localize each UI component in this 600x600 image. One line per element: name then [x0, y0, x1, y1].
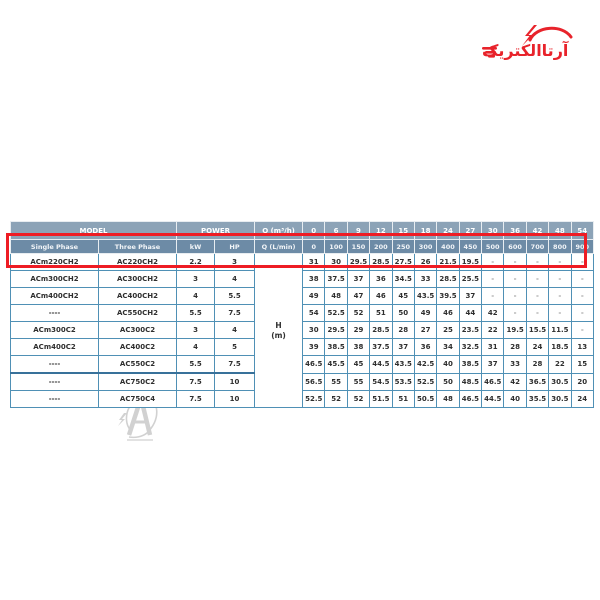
h-value-cell: 28	[526, 356, 548, 374]
kw-cell: 3	[177, 271, 215, 288]
header-flow-m3h: 54	[571, 222, 593, 240]
header-flow-m3h: 36	[504, 222, 526, 240]
hp-cell: 10	[215, 373, 255, 391]
h-value-cell: -	[482, 254, 504, 271]
h-value-cell: 46.5	[303, 356, 325, 374]
table-row	[11, 339, 594, 356]
h-value-cell: 42	[482, 305, 504, 322]
header-flow-m3h: 30	[482, 222, 504, 240]
h-value-cell: 55	[347, 373, 369, 391]
h-value-cell: 37.5	[325, 271, 347, 288]
model-three-phase-cell: AC300CH2	[99, 271, 177, 288]
h-value-cell: 23.5	[459, 322, 481, 339]
header-hp: HP	[215, 240, 255, 254]
h-value-cell: 44	[459, 305, 481, 322]
h-value-cell: 38.5	[325, 339, 347, 356]
h-value-cell: 51.5	[370, 391, 392, 408]
header-row-main	[11, 222, 594, 240]
h-value-cell: 49	[414, 305, 436, 322]
h-value-cell: -	[549, 288, 571, 305]
h-value-cell: 38	[303, 271, 325, 288]
h-value-cell: 28.5	[437, 271, 459, 288]
h-value-cell: 15	[571, 356, 593, 374]
h-value-cell: 56.5	[303, 373, 325, 391]
h-value-cell: -	[526, 271, 548, 288]
kw-cell: 5.5	[177, 356, 215, 374]
model-three-phase-cell: AC750C4	[99, 391, 177, 408]
h-value-cell: -	[482, 271, 504, 288]
h-value-cell: 30	[303, 322, 325, 339]
h-value-cell: -	[526, 288, 548, 305]
h-value-cell: 30	[325, 254, 347, 271]
header-flow-lmin: 100	[325, 240, 347, 254]
h-value-cell: 28	[392, 322, 414, 339]
h-value-cell: 33	[504, 356, 526, 374]
h-value-cell: 39	[303, 339, 325, 356]
model-three-phase-cell: AC400CH2	[99, 288, 177, 305]
h-value-cell: 42.5	[414, 356, 436, 374]
h-value-cell: 42	[504, 373, 526, 391]
header-model: MODEL	[11, 222, 177, 240]
h-value-cell: 31	[303, 254, 325, 271]
h-value-cell: -	[526, 305, 548, 322]
h-value-cell: 44.5	[482, 391, 504, 408]
h-value-cell: 45.5	[325, 356, 347, 374]
kw-cell: 7.5	[177, 391, 215, 408]
model-single-phase-cell: ----	[11, 356, 99, 374]
h-value-cell: -	[504, 288, 526, 305]
h-value-cell: 45	[392, 288, 414, 305]
h-value-cell: 15.5	[526, 322, 548, 339]
header-flow-lmin: 250	[392, 240, 414, 254]
hp-cell: 3	[215, 254, 255, 271]
h-value-cell: 39.5	[437, 288, 459, 305]
h-value-cell: 55	[325, 373, 347, 391]
h-value-cell: 44.5	[370, 356, 392, 374]
table-row	[11, 391, 594, 408]
h-value-cell: 28.5	[370, 322, 392, 339]
h-value-cell: 32.5	[459, 339, 481, 356]
h-value-cell: 40	[437, 356, 459, 374]
h-value-cell: 45	[347, 356, 369, 374]
hp-cell: 4	[215, 322, 255, 339]
model-three-phase-cell: AC550CH2	[99, 305, 177, 322]
header-flow-lmin: 900	[571, 240, 593, 254]
h-value-cell: 34.5	[392, 271, 414, 288]
h-value-cell: 36.5	[526, 373, 548, 391]
h-value-cell: 46.5	[459, 391, 481, 408]
h-value-cell: 30.5	[549, 373, 571, 391]
h-value-cell: -	[526, 254, 548, 271]
header-flow-m3h: 18	[414, 222, 436, 240]
model-single-phase-cell: ACm400CH2	[11, 288, 99, 305]
h-value-cell: 34	[437, 339, 459, 356]
h-value-cell: 33	[414, 271, 436, 288]
h-value-cell: 52	[325, 391, 347, 408]
table-row	[11, 288, 594, 305]
h-value-cell: 35.5	[526, 391, 548, 408]
model-three-phase-cell: AC550C2	[99, 356, 177, 374]
h-value-cell: -	[571, 288, 593, 305]
h-value-cell: -	[504, 305, 526, 322]
model-three-phase-cell: AC750C2	[99, 373, 177, 391]
model-single-phase-cell: ACm300C2	[11, 322, 99, 339]
brand-name: آرتاالکتریک	[482, 41, 569, 60]
kw-cell: 4	[177, 339, 215, 356]
header-flow-m3h: 48	[549, 222, 571, 240]
h-value-cell: 53.5	[392, 373, 414, 391]
h-value-cell: 38	[347, 339, 369, 356]
h-value-cell: 13	[571, 339, 593, 356]
h-value-cell: 22	[549, 356, 571, 374]
header-flow-lmin: 600	[504, 240, 526, 254]
header-kw: kW	[177, 240, 215, 254]
h-value-cell: -	[571, 305, 593, 322]
h-value-cell: 52.5	[303, 391, 325, 408]
model-single-phase-cell: ACm300CH2	[11, 271, 99, 288]
h-value-cell: -	[549, 271, 571, 288]
kw-cell: 7.5	[177, 373, 215, 391]
h-value-cell: 48	[437, 391, 459, 408]
h-value-cell: 18.5	[549, 339, 571, 356]
model-three-phase-cell: AC400C2	[99, 339, 177, 356]
h-value-cell: 20	[571, 373, 593, 391]
header-flow-m3h: 6	[325, 222, 347, 240]
h-value-cell: -	[571, 322, 593, 339]
h-value-cell: 28.5	[370, 254, 392, 271]
hp-cell: 4	[215, 271, 255, 288]
h-value-cell: -	[549, 254, 571, 271]
h-value-cell: 36	[370, 271, 392, 288]
h-value-cell: 43.5	[414, 288, 436, 305]
h-value-cell: 51	[370, 305, 392, 322]
table-row	[11, 322, 594, 339]
kw-cell: 3	[177, 322, 215, 339]
h-value-cell: 54	[303, 305, 325, 322]
header-flow-m3h: 0	[303, 222, 325, 240]
kw-cell: 5.5	[177, 305, 215, 322]
header-flow-lmin: 500	[482, 240, 504, 254]
h-value-cell: 52.5	[325, 305, 347, 322]
kw-cell: 4	[177, 288, 215, 305]
h-value-cell: 50.5	[414, 391, 436, 408]
h-value-cell: 50	[437, 373, 459, 391]
h-value-cell: -	[571, 271, 593, 288]
hp-cell: 7.5	[215, 305, 255, 322]
head-unit-line2: (m)	[271, 330, 286, 340]
h-value-cell: 25	[437, 322, 459, 339]
header-flow-lmin: 800	[549, 240, 571, 254]
header-flow-m3h: 9	[347, 222, 369, 240]
h-value-cell: 50	[392, 305, 414, 322]
h-value-cell: 21.5	[437, 254, 459, 271]
h-value-cell: 29	[347, 322, 369, 339]
header-power: POWER	[177, 222, 255, 240]
hp-cell: 5.5	[215, 288, 255, 305]
header-flow-m3h: 24	[437, 222, 459, 240]
model-single-phase-cell: ----	[11, 305, 99, 322]
h-value-cell: 22	[482, 322, 504, 339]
h-value-cell: 19.5	[504, 322, 526, 339]
header-flow-m3h: 27	[459, 222, 481, 240]
table-row	[11, 271, 594, 288]
header-flow-lmin: 450	[459, 240, 481, 254]
h-value-cell: 54.5	[370, 373, 392, 391]
h-value-cell: 25.5	[459, 271, 481, 288]
header-q-lmin: Q (L/min)	[255, 240, 303, 254]
h-value-cell: 19.5	[459, 254, 481, 271]
h-value-cell: 28	[504, 339, 526, 356]
h-value-cell: 27.5	[392, 254, 414, 271]
h-value-cell: 27	[414, 322, 436, 339]
h-value-cell: 40	[504, 391, 526, 408]
brand-logo	[482, 24, 578, 68]
header-flow-m3h: 12	[370, 222, 392, 240]
h-value-cell: -	[504, 254, 526, 271]
h-value-cell: 37	[392, 339, 414, 356]
header-flow-lmin: 200	[370, 240, 392, 254]
table-row	[11, 373, 594, 391]
h-value-cell: 48	[325, 288, 347, 305]
spec-table-head	[11, 222, 594, 254]
header-flow-m3h: 42	[526, 222, 548, 240]
kw-cell: 2.2	[177, 254, 215, 271]
header-flow-lmin: 0	[303, 240, 325, 254]
header-three-phase: Three Phase	[99, 240, 177, 254]
h-value-cell: 26	[414, 254, 436, 271]
model-three-phase-cell: AC220CH2	[99, 254, 177, 271]
h-value-cell: -	[504, 271, 526, 288]
h-value-cell: 52	[347, 305, 369, 322]
model-single-phase-cell: ACm220CH2	[11, 254, 99, 271]
h-value-cell: 43.5	[392, 356, 414, 374]
header-flow-lmin: 700	[526, 240, 548, 254]
header-single-phase: Single Phase	[11, 240, 99, 254]
table-row	[11, 356, 594, 374]
h-value-cell: 47	[347, 288, 369, 305]
h-value-cell: 29.5	[347, 254, 369, 271]
header-flow-lmin: 400	[437, 240, 459, 254]
h-value-cell: 52.5	[414, 373, 436, 391]
h-value-cell: 11.5	[549, 322, 571, 339]
h-value-cell: 37.5	[370, 339, 392, 356]
hp-cell: 10	[215, 391, 255, 408]
hp-cell: 7.5	[215, 356, 255, 374]
h-value-cell: 37	[482, 356, 504, 374]
h-value-cell: -	[549, 305, 571, 322]
h-value-cell: 48.5	[459, 373, 481, 391]
model-single-phase-cell: ----	[11, 373, 99, 391]
h-value-cell: 24	[526, 339, 548, 356]
table-row	[11, 254, 594, 271]
head-unit-merged-cell	[255, 254, 303, 408]
h-value-cell: 49	[303, 288, 325, 305]
header-flow-lmin: 150	[347, 240, 369, 254]
hp-cell: 5	[215, 339, 255, 356]
header-flow-lmin: 300	[414, 240, 436, 254]
h-value-cell: 36	[414, 339, 436, 356]
h-value-cell: 29.5	[325, 322, 347, 339]
h-value-cell: 37	[459, 288, 481, 305]
head-unit-line1: H	[275, 321, 282, 331]
model-single-phase-cell: ACm400C2	[11, 339, 99, 356]
spec-table	[10, 221, 594, 408]
model-three-phase-cell: AC300C2	[99, 322, 177, 339]
h-value-cell: 31	[482, 339, 504, 356]
model-single-phase-cell: ----	[11, 391, 99, 408]
h-value-cell: 52	[347, 391, 369, 408]
header-flow-m3h: 15	[392, 222, 414, 240]
h-value-cell: -	[571, 254, 593, 271]
header-row-sub	[11, 240, 594, 254]
table-row	[11, 305, 594, 322]
h-value-cell: 37	[347, 271, 369, 288]
h-value-cell: 38.5	[459, 356, 481, 374]
header-q-m3h: Q (m³/h)	[255, 222, 303, 240]
h-value-cell: 46	[370, 288, 392, 305]
h-value-cell: 24	[571, 391, 593, 408]
spec-table-body	[11, 254, 594, 408]
h-value-cell: 46	[437, 305, 459, 322]
h-value-cell: 51	[392, 391, 414, 408]
h-value-cell: -	[482, 288, 504, 305]
h-value-cell: 30.5	[549, 391, 571, 408]
h-value-cell: 46.5	[482, 373, 504, 391]
